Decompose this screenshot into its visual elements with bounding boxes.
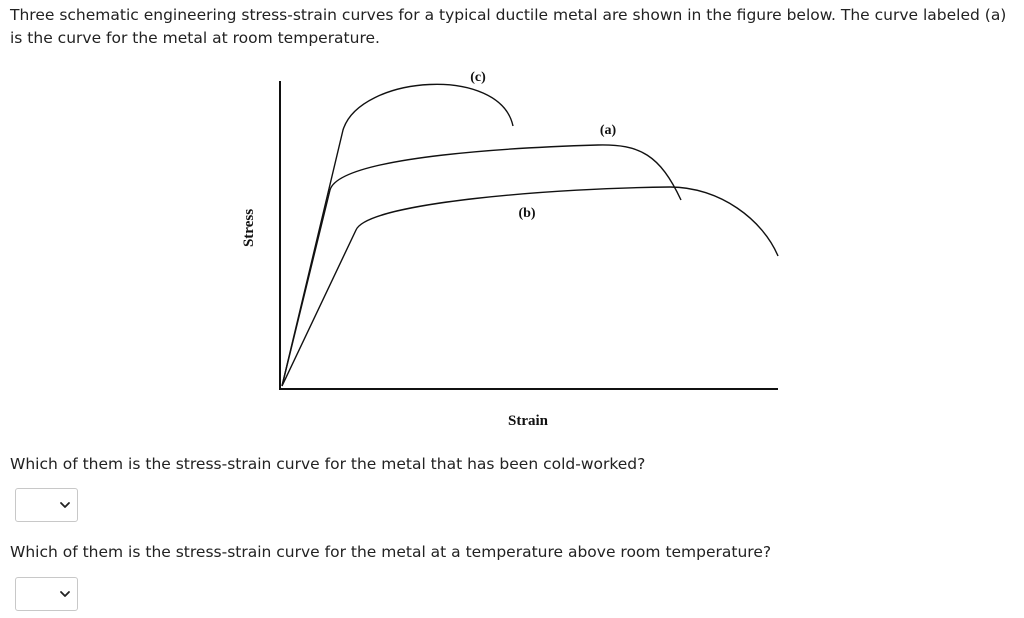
stress-strain-diagram	[230, 60, 790, 440]
curve-label-c: (c)	[470, 70, 486, 85]
answer-select-cold-worked[interactable]	[15, 488, 78, 522]
curve-a	[282, 145, 681, 386]
curve-c	[282, 84, 513, 386]
x-axis-title: Strain	[507, 413, 549, 429]
curve-label-b: (b)	[518, 206, 536, 221]
answer-select-above-room-temperature[interactable]	[15, 577, 78, 611]
y-axis-title: Stress	[241, 208, 257, 248]
stress-strain-figure	[230, 60, 790, 440]
chevron-down-icon	[59, 500, 71, 510]
curve-label-a: (a)	[599, 123, 617, 138]
intro-text: Three schematic engineering stress-strain curves for a typical ductile metal are shown in the figure below. The curve labeled (a) is the curve for the metal at room temperature.	[10, 6, 1007, 47]
question-cold-worked: Which of them is the stress-strain curve for the metal that has been cold-worked?	[10, 455, 646, 473]
question-above-room-temperature: Which of them is the stress-strain curve for the metal at a temperature above room temperature?	[10, 543, 772, 561]
chevron-down-icon	[59, 589, 71, 599]
